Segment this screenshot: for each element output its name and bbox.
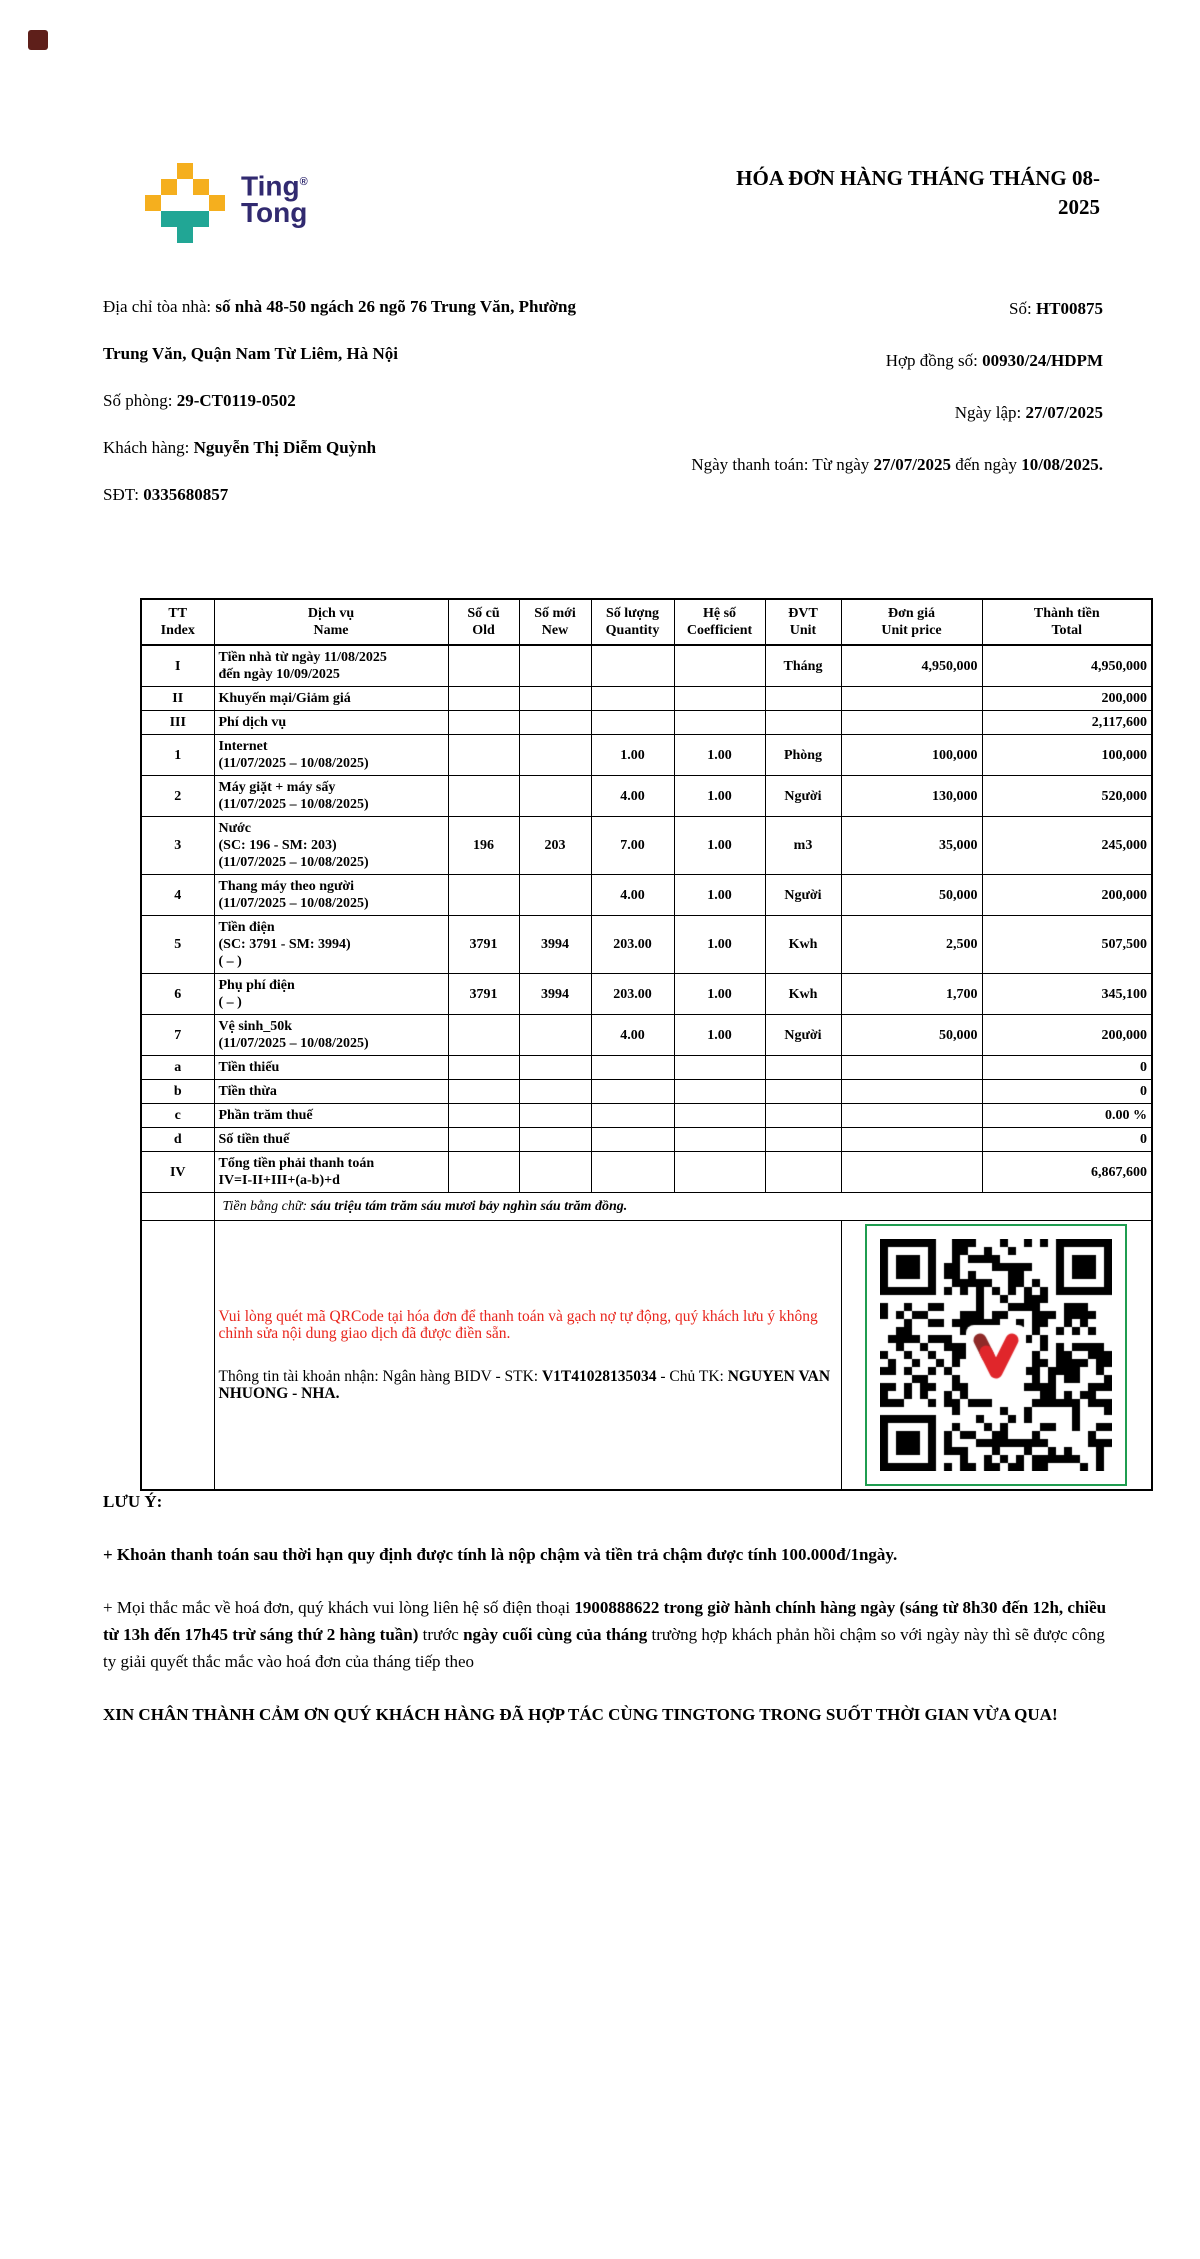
service-name-line: Số tiền thuế xyxy=(218,1132,290,1147)
cell-old xyxy=(448,735,519,776)
payment-instructions-cell xyxy=(214,1221,841,1491)
table-row xyxy=(141,711,1152,735)
amount-in-words-row xyxy=(141,1193,1152,1221)
cell-total: 200,000 xyxy=(982,687,1152,711)
invoice-title-line-2: 2025 xyxy=(1058,195,1100,219)
cell-total: 507,500 xyxy=(982,916,1152,974)
column-header-line: Dịch vụ xyxy=(307,606,355,621)
table-row xyxy=(141,1056,1152,1080)
cell-unit xyxy=(765,1152,841,1193)
room-number-line: Số phòng: 29-CT0119-0502 xyxy=(103,391,296,410)
cell-price: 50,000 xyxy=(841,875,982,916)
cell-new xyxy=(519,687,591,711)
cell-coef: 1.00 xyxy=(674,776,765,817)
table-row xyxy=(141,687,1152,711)
column-header-line: Total xyxy=(1051,623,1083,638)
logo-pixel xyxy=(177,227,193,243)
text-part: Thông tin tài khoản nhận: Ngân hàng BIDV - STK: xyxy=(218,1368,542,1385)
text-part: V1T41028135034 xyxy=(541,1368,657,1385)
service-name-line: Tiền thừa xyxy=(218,1084,277,1099)
cell-new: 3994 xyxy=(519,974,591,1015)
cell-tt: 2 xyxy=(141,776,214,817)
cell-new xyxy=(519,645,591,687)
cell-total: 0 xyxy=(982,1080,1152,1104)
logo-pixel xyxy=(193,179,209,195)
cell-new xyxy=(519,1104,591,1128)
table-row xyxy=(141,916,1152,974)
text-part: 1900888622 trong giờ hành chính hàng ngày (sáng từ 8h30 đến 12h, chiều từ 13h đến 17h45 trừ sáng thứ 2 hàng tuần) xyxy=(103,1598,1107,1644)
cell-coef: 1.00 xyxy=(674,1015,765,1056)
text-part: trường hợp khách phản hồi chậm so với ngày này thì sẽ được công ty giải quyết thắc mắc vào hoá đơn của tháng tiếp theo xyxy=(103,1625,1105,1671)
cell-old xyxy=(448,1152,519,1193)
cell-unit: m3 xyxy=(765,817,841,875)
cell-unit xyxy=(765,1080,841,1104)
cell-coef xyxy=(674,1128,765,1152)
text-part: - Chủ TK: xyxy=(656,1368,728,1385)
invoice-table-wrap xyxy=(140,598,1151,1491)
cell-old: 3791 xyxy=(448,974,519,1015)
column-header xyxy=(519,599,591,645)
column-header-line: Thành tiền xyxy=(1033,606,1100,621)
service-name-line: (11/07/2025 – 10/08/2025) xyxy=(218,756,369,771)
cell-qty xyxy=(591,1080,674,1104)
table-footer-rows xyxy=(141,1193,1152,1491)
cell-name xyxy=(214,735,448,776)
cell-tt: d xyxy=(141,1128,214,1152)
cell-name xyxy=(214,1104,448,1128)
registered-mark: ® xyxy=(299,176,308,188)
column-header-line: Coefficient xyxy=(686,623,753,638)
logo-pixel xyxy=(177,211,193,227)
cell-name xyxy=(214,1080,448,1104)
payment-period-line xyxy=(653,439,1103,491)
column-header xyxy=(674,599,765,645)
cell-tt: 7 xyxy=(141,1015,214,1056)
cell-total: 0 xyxy=(982,1056,1152,1080)
invoice-table xyxy=(140,598,1153,1491)
cell-name xyxy=(214,974,448,1015)
text-part: Số: xyxy=(1009,299,1036,318)
customer-name-line: Khách hàng: Nguyễn Thị Diễm Quỳnh xyxy=(103,438,377,457)
cell-tt: 4 xyxy=(141,875,214,916)
cell-tt: a xyxy=(141,1056,214,1080)
cell-unit xyxy=(765,711,841,735)
table-row xyxy=(141,645,1152,687)
cell-price xyxy=(841,1128,982,1152)
cell-tt: b xyxy=(141,1080,214,1104)
text-part: Ngày lập: xyxy=(954,403,1026,422)
cell-new xyxy=(519,875,591,916)
service-name-line: Khuyến mại/Giảm giá xyxy=(218,691,351,706)
service-name-line: Thang máy theo người xyxy=(218,879,355,894)
cell-total: 0.00 % xyxy=(982,1104,1152,1128)
cell-old xyxy=(448,645,519,687)
service-name-line: (11/07/2025 – 10/08/2025) xyxy=(218,797,369,812)
column-header-line: TT xyxy=(168,606,188,621)
service-name-line: Vệ sinh_50k xyxy=(218,1019,293,1034)
cell-price: 4,950,000 xyxy=(841,645,982,687)
table-row xyxy=(141,974,1152,1015)
cell-qty: 203.00 xyxy=(591,974,674,1015)
cell-tt: 6 xyxy=(141,974,214,1015)
text-part: ngày cuối cùng của tháng xyxy=(463,1625,648,1644)
cell-unit: Người xyxy=(765,776,841,817)
text-part: 00930/24/HDPM xyxy=(982,351,1103,370)
cell-new xyxy=(519,1152,591,1193)
cell-coef: 1.00 xyxy=(674,875,765,916)
cell-unit: Người xyxy=(765,875,841,916)
service-name-line: ( – ) xyxy=(218,995,242,1010)
cell-unit xyxy=(765,687,841,711)
qr-code-cell xyxy=(841,1221,1152,1491)
issue-date-line xyxy=(653,387,1103,439)
cell-price xyxy=(841,711,982,735)
cell-total: 4,950,000 xyxy=(982,645,1152,687)
cell-qty xyxy=(591,1104,674,1128)
service-name-line: Phụ phí điện xyxy=(218,978,295,993)
cell-new xyxy=(519,735,591,776)
cell-name xyxy=(214,1015,448,1056)
column-header-line: Unit xyxy=(789,623,817,638)
text-part: Ngày thanh toán: Từ ngày xyxy=(691,455,874,474)
column-header xyxy=(141,599,214,645)
service-name-line: IV=I-II+III+(a-b)+d xyxy=(218,1173,340,1188)
cell-old xyxy=(448,711,519,735)
cell-price xyxy=(841,687,982,711)
invoice-title-line-1: HÓA ĐƠN HÀNG THÁNG THÁNG 08- xyxy=(736,166,1100,190)
column-header xyxy=(448,599,519,645)
cell-new xyxy=(519,1015,591,1056)
text-part: NGUYEN VAN NHUONG - NHA. xyxy=(218,1368,831,1402)
column-header-line: Unit price xyxy=(881,623,942,638)
hotline-note xyxy=(103,1594,1109,1675)
cell-unit: Kwh xyxy=(765,974,841,1015)
cell-old xyxy=(448,1056,519,1080)
column-header xyxy=(841,599,982,645)
cell-total: 2,117,600 xyxy=(982,711,1152,735)
text-part: Hợp đồng số: xyxy=(885,351,983,370)
footer-notes xyxy=(103,1488,1109,1728)
service-name-line: (11/07/2025 – 10/08/2025) xyxy=(218,855,369,870)
cell-total: 200,000 xyxy=(982,875,1152,916)
table-row xyxy=(141,817,1152,875)
service-name-line: Tiền điện xyxy=(218,920,275,935)
column-header-line: Old xyxy=(472,623,495,638)
customer-info xyxy=(103,283,583,518)
invoice-title xyxy=(580,164,1100,222)
table-row xyxy=(141,1128,1152,1152)
table-row xyxy=(141,1152,1152,1193)
cell-tt: 1 xyxy=(141,735,214,776)
cell-unit: Kwh xyxy=(765,916,841,974)
cell-qty xyxy=(591,1152,674,1193)
table-row xyxy=(141,1015,1152,1056)
cell-coef xyxy=(674,1080,765,1104)
text-part: + Mọi thắc mắc về hoá đơn, quý khách vui lòng liên hệ số điện thoại xyxy=(103,1598,575,1617)
bank-account-info xyxy=(219,1368,837,1402)
cell-name xyxy=(214,776,448,817)
cell-qty: 7.00 xyxy=(591,817,674,875)
cell-name xyxy=(214,916,448,974)
cell-qty xyxy=(591,1056,674,1080)
cell-total: 345,100 xyxy=(982,974,1152,1015)
cell-unit xyxy=(765,1104,841,1128)
cell-tt: II xyxy=(141,687,214,711)
cell-coef: 1.00 xyxy=(674,974,765,1015)
invoice-meta xyxy=(653,283,1103,518)
cell-name xyxy=(214,687,448,711)
corner-mark xyxy=(28,30,48,50)
cell-total: 520,000 xyxy=(982,776,1152,817)
table-row xyxy=(141,875,1152,916)
cell-old xyxy=(448,1128,519,1152)
contract-number-line xyxy=(653,335,1103,387)
cell-new xyxy=(519,1056,591,1080)
logo-line-1: Ting® xyxy=(241,170,308,202)
table-row xyxy=(141,735,1152,776)
column-header xyxy=(982,599,1152,645)
cell-unit xyxy=(765,1128,841,1152)
service-name-line: (SC: 3791 - SM: 3994) xyxy=(218,937,351,952)
logo-line-2: Tong xyxy=(241,197,308,229)
text-part: 27/07/2025 xyxy=(873,455,951,474)
invoice-info xyxy=(103,283,1103,518)
cell-old: 3791 xyxy=(448,916,519,974)
cell-coef: 1.00 xyxy=(674,735,765,776)
cell-price: 35,000 xyxy=(841,817,982,875)
logo-pixel xyxy=(209,195,225,211)
note-heading: LƯU Ý: xyxy=(103,1492,163,1511)
service-name-line: Máy giặt + máy sấy xyxy=(218,780,336,795)
logo-pixel xyxy=(161,211,177,227)
cell-tt: c xyxy=(141,1104,214,1128)
service-name-line: ( – ) xyxy=(218,954,242,969)
service-name-line: Tiền thiếu xyxy=(218,1060,280,1075)
cell-price: 130,000 xyxy=(841,776,982,817)
cell-price: 2,500 xyxy=(841,916,982,974)
cell-coef xyxy=(674,1056,765,1080)
service-name-line: Phí dịch vụ xyxy=(218,715,287,730)
cell-qty: 1.00 xyxy=(591,735,674,776)
column-header xyxy=(214,599,448,645)
column-header xyxy=(591,599,674,645)
cell-tt: IV xyxy=(141,1152,214,1193)
phone-line: SĐT: 0335680857 xyxy=(103,485,229,504)
cell-qty xyxy=(591,711,674,735)
cell-coef xyxy=(674,1152,765,1193)
text-part: đến ngày xyxy=(950,455,1022,474)
column-header xyxy=(765,599,841,645)
table-body xyxy=(141,645,1152,1193)
text-part: 27/07/2025 xyxy=(1025,403,1103,422)
logo-pixel xyxy=(145,195,161,211)
column-header-line: Quantity xyxy=(605,623,660,638)
column-header-line: Số lượng xyxy=(605,606,660,621)
cell-coef: 1.00 xyxy=(674,817,765,875)
service-name-line: Tiền nhà từ ngày 11/08/2025 xyxy=(218,650,387,665)
column-header-line: Số mới xyxy=(534,606,576,621)
column-header-line: Index xyxy=(160,623,195,638)
cell-total: 200,000 xyxy=(982,1015,1152,1056)
empty-cell xyxy=(141,1193,214,1221)
logo-pixel xyxy=(161,179,177,195)
empty-cell xyxy=(141,1221,214,1491)
table-row xyxy=(141,1080,1152,1104)
cell-unit: Phòng xyxy=(765,735,841,776)
cell-tt: 5 xyxy=(141,916,214,974)
cell-coef xyxy=(674,645,765,687)
cell-new xyxy=(519,776,591,817)
cell-name xyxy=(214,711,448,735)
tingtong-logo xyxy=(145,163,308,243)
cell-old xyxy=(448,776,519,817)
qr-row xyxy=(141,1221,1152,1491)
qr-frame xyxy=(865,1224,1127,1486)
service-name-line: Phần trăm thuế xyxy=(218,1108,313,1123)
cell-price xyxy=(841,1080,982,1104)
column-header-line: Số cũ xyxy=(467,606,500,621)
cell-name xyxy=(214,817,448,875)
cell-old: 196 xyxy=(448,817,519,875)
tingtong-logo-icon xyxy=(145,163,225,243)
cell-unit: Người xyxy=(765,1015,841,1056)
cell-qty: 203.00 xyxy=(591,916,674,974)
cell-qty: 4.00 xyxy=(591,875,674,916)
column-header-line: Hệ số xyxy=(702,606,737,621)
cell-old xyxy=(448,1015,519,1056)
tingtong-logo-text xyxy=(241,169,308,229)
service-name-line: (11/07/2025 – 10/08/2025) xyxy=(218,1036,369,1051)
invoice-number-line xyxy=(653,283,1103,335)
column-header-line: Name xyxy=(313,623,349,638)
service-name-line: Internet xyxy=(218,739,268,754)
cell-new: 203 xyxy=(519,817,591,875)
cell-price: 100,000 xyxy=(841,735,982,776)
cell-name xyxy=(214,875,448,916)
cell-new xyxy=(519,711,591,735)
table-header xyxy=(141,599,1152,645)
cell-price: 50,000 xyxy=(841,1015,982,1056)
cell-new xyxy=(519,1128,591,1152)
cell-price: 1,700 xyxy=(841,974,982,1015)
cell-coef xyxy=(674,1104,765,1128)
cell-coef xyxy=(674,711,765,735)
column-header-line: Đơn giá xyxy=(887,606,936,621)
cell-old xyxy=(448,1080,519,1104)
cell-name xyxy=(214,1152,448,1193)
cell-price xyxy=(841,1056,982,1080)
header-row xyxy=(141,599,1152,645)
table-row xyxy=(141,1104,1152,1128)
cell-tt: 3 xyxy=(141,817,214,875)
cell-total: 0 xyxy=(982,1128,1152,1152)
cell-old xyxy=(448,1104,519,1128)
cell-tt: III xyxy=(141,711,214,735)
late-payment-note: + Khoản thanh toán sau thời hạn quy định được tính là nộp chậm và tiền trả chậm được tính 100.000đ/1ngày. xyxy=(103,1545,898,1564)
logo-pixel xyxy=(193,211,209,227)
column-header-line: ĐVT xyxy=(788,606,818,621)
service-name-line: Nước xyxy=(218,821,251,836)
service-name-line: đến ngày 10/09/2025 xyxy=(218,667,340,682)
cell-qty xyxy=(591,687,674,711)
cell-unit xyxy=(765,1056,841,1080)
service-name-line: (SC: 196 - SM: 203) xyxy=(218,838,337,853)
building-address-line: Địa chỉ tòa nhà: số nhà 48-50 ngách 26 ngõ 76 Trung Văn, Phường Trung Văn, Quận Nam Từ Liêm, Hà Nội xyxy=(103,297,577,363)
amount-in-words-cell: Tiền bằng chữ: sáu triệu tám trăm sáu mươi bảy nghìn sáu trăm đồng. xyxy=(214,1193,1152,1221)
cell-qty: 4.00 xyxy=(591,776,674,817)
cell-new: 3994 xyxy=(519,916,591,974)
text-part: trước xyxy=(418,1625,464,1644)
service-name-line: Tổng tiền phải thanh toán xyxy=(218,1156,375,1171)
cell-name xyxy=(214,645,448,687)
column-header-line: New xyxy=(541,623,569,638)
qr-warning-note: Vui lòng quét mã QRCode tại hóa đơn để thanh toán và gạch nợ tự động, quý khách lưu ý không chỉnh sửa nội dung giao dịch đã được điền sẵn. xyxy=(218,1308,818,1342)
cell-old xyxy=(448,687,519,711)
cell-total: 6,867,600 xyxy=(982,1152,1152,1193)
cell-old xyxy=(448,875,519,916)
cell-price xyxy=(841,1152,982,1193)
cell-price xyxy=(841,1104,982,1128)
cell-tt: I xyxy=(141,645,214,687)
cell-coef xyxy=(674,687,765,711)
cell-qty xyxy=(591,1128,674,1152)
text-part: HT00875 xyxy=(1035,299,1103,318)
cell-name xyxy=(214,1128,448,1152)
cell-qty: 4.00 xyxy=(591,1015,674,1056)
cell-qty xyxy=(591,645,674,687)
cell-coef: 1.00 xyxy=(674,916,765,974)
cell-unit: Tháng xyxy=(765,645,841,687)
logo-pixel xyxy=(177,163,193,179)
cell-new xyxy=(519,1080,591,1104)
service-name-line: (11/07/2025 – 10/08/2025) xyxy=(218,896,369,911)
thanks-note: XIN CHÂN THÀNH CẢM ƠN QUÝ KHÁCH HÀNG ĐÃ HỢP TÁC CÙNG TINGTONG TRONG SUỐT THỜI GIAN VỪA QUA! xyxy=(103,1705,1058,1724)
cell-total: 245,000 xyxy=(982,817,1152,875)
cell-total: 100,000 xyxy=(982,735,1152,776)
text-part: 10/08/2025. xyxy=(1021,455,1103,474)
table-row xyxy=(141,776,1152,817)
qr-code xyxy=(880,1239,1112,1471)
cell-name xyxy=(214,1056,448,1080)
